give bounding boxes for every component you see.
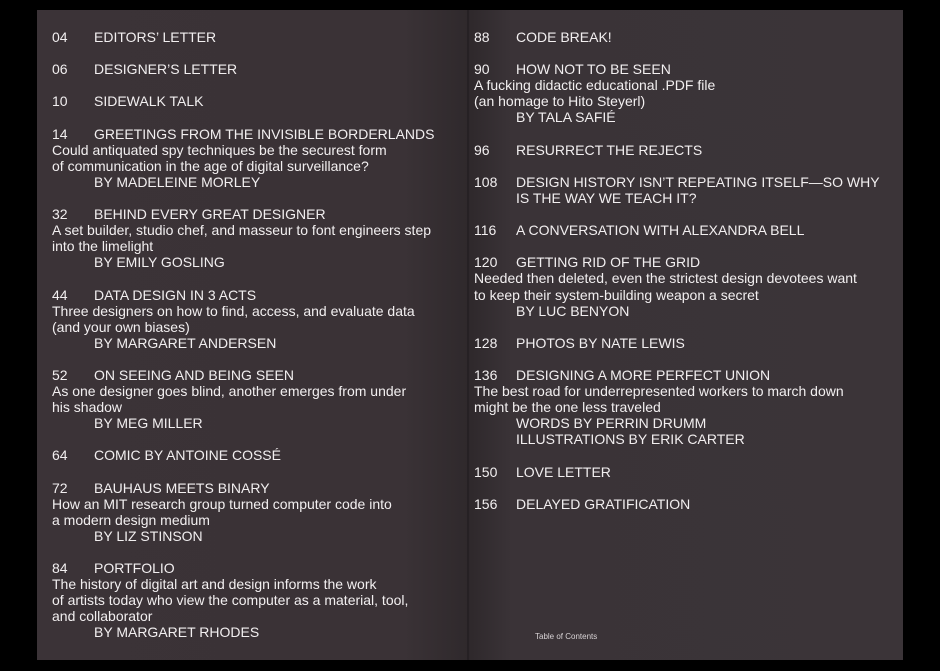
page-number: 136 [474,366,498,383]
toc-entry [474,335,894,351]
article-description: of artists today who view the computer as a material, tool, [52,592,409,609]
article-title: LOVE LETTER [516,463,611,480]
article-description: of communication in the age of digital surveillance? [52,157,369,174]
toc-entry [474,496,894,512]
page-number: 120 [474,254,498,271]
article-description: (and your own biases) [52,318,190,335]
toc-entry-heading [52,29,457,45]
article-description: a modern design medium [52,511,210,528]
article-description: Three designers on how to find, access, and evaluate data [52,302,415,319]
article-description: Needed then deleted, even the strictest design devotees want [474,270,857,287]
toc-entry-heading [474,254,894,270]
toc-entry-heading [474,174,894,206]
article-title: BEHIND EVERY GREAT DESIGNER [94,206,326,223]
right-page [468,10,903,660]
article-description: and collaborator [52,608,153,625]
page-number: 72 [52,479,68,496]
page-number: 96 [474,141,490,158]
toc-entry [52,61,457,77]
article-byline: BY EMILY GOSLING [94,254,225,271]
toc-entry [474,142,894,158]
article-description: might be the one less traveled [474,399,661,416]
article-description: into the limelight [52,238,154,255]
article-byline: ILLUSTRATIONS BY ERIK CARTER [516,431,745,448]
page-number: 06 [52,61,68,78]
page-number: 88 [474,29,490,45]
toc-entry-heading [52,206,457,222]
article-title: CODE BREAK! [516,29,612,45]
page-number: 116 [474,222,497,239]
article-byline: BY MADELEINE MORLEY [94,173,261,190]
toc-entry [52,480,457,544]
toc-entry-heading [474,335,894,351]
article-title: ON SEEING AND BEING SEEN [94,366,294,383]
page-number: 90 [474,61,490,78]
magazine-spread [37,10,903,660]
toc-entry-heading [474,29,894,45]
toc-entry-heading [52,447,457,463]
article-byline: BY MARGARET ANDERSEN [94,334,277,351]
article-description: (an homage to Hito Steyerl) [474,93,646,110]
page-number: 10 [52,93,68,110]
article-title: PORTFOLIO [94,560,175,577]
article-byline: BY LUC BENYON [516,302,630,319]
article-title: EDITORS’ LETTER [94,29,217,45]
page-number: 52 [52,366,68,383]
toc-entry [474,367,894,447]
article-title: DELAYED GRATIFICATION [516,495,691,512]
article-title: HOW NOT TO BE SEEN [516,61,671,78]
toc-entry-heading [52,93,457,109]
page-number: 150 [474,463,498,480]
article-title: PHOTOS BY NATE LEWIS [516,334,685,351]
article-title: DESIGNING A MORE PERFECT UNION [516,366,771,383]
toc-entry [474,61,894,125]
article-title: RESURRECT THE REJECTS [516,141,703,158]
article-description: A set builder, studio chef, and masseur to font engineers step [52,222,432,239]
toc-entry [52,29,457,45]
article-byline: BY MARGARET RHODES [94,624,260,641]
toc-entry-heading [474,464,894,480]
article-byline: BY LIZ STINSON [94,527,203,544]
toc-entry [52,287,457,351]
page-number: 04 [52,29,68,45]
toc-list-right [474,29,894,528]
article-description: to keep their system-building weapon a secret [474,286,759,303]
article-byline: WORDS BY PERRIN DRUMM [516,415,707,432]
toc-entry [52,367,457,431]
toc-entry-heading [52,560,457,576]
article-description: Could antiquated spy techniques be the securest form [52,141,387,158]
toc-entry-heading [474,367,894,383]
toc-entry [52,447,457,463]
toc-entry [52,206,457,270]
toc-entry [52,126,457,190]
article-description: his shadow [52,399,123,416]
toc-entry [474,29,894,45]
page-number: 128 [474,334,498,351]
toc-entry-heading [474,61,894,77]
toc-entry-heading [474,496,894,512]
toc-entry [52,560,457,640]
toc-entry-heading [52,126,457,142]
toc-entry [52,93,457,109]
article-title: SIDEWALK TALK [94,93,204,110]
toc-entry-heading [52,480,457,496]
article-title: DESIGNER’S LETTER [94,61,238,78]
page-number: 44 [52,286,68,303]
page-number: 108 [474,173,498,190]
spine-gutter [467,10,469,660]
article-title: A CONVERSATION WITH ALEXANDRA BELL [516,222,805,239]
article-byline: BY TALA SAFIÉ [516,109,616,126]
article-title: COMIC BY ANTOINE COSSÉ [94,447,281,464]
toc-list-left [52,29,457,657]
page-number: 84 [52,560,68,577]
page-number: 64 [52,447,68,464]
article-description: How an MIT research group turned computer code into [52,495,392,512]
page-number: 14 [52,125,68,142]
toc-entry-heading [52,287,457,303]
left-page [37,10,468,660]
article-byline: BY MEG MILLER [94,415,203,432]
article-title: GREETINGS FROM THE INVISIBLE BORDERLANDS [94,125,435,142]
toc-entry-heading [474,142,894,158]
page-number: 156 [474,495,498,512]
toc-entry [474,222,894,238]
article-title: GETTING RID OF THE GRID [516,254,701,271]
toc-entry-heading [52,367,457,383]
folio-label: Table of Contents [535,632,598,641]
toc-entry [474,174,894,206]
article-description: A fucking didactic educational .PDF file [474,77,716,94]
article-description: The best road for underrepresented workers to march down [474,383,844,400]
article-title: DATA DESIGN IN 3 ACTS [94,286,257,303]
article-description: The history of digital art and design informs the work [52,576,377,593]
toc-entry [474,254,894,318]
toc-entry-heading [52,61,457,77]
page-number: 32 [52,206,68,223]
toc-entry [474,464,894,480]
article-title: DESIGN HISTORY ISN’T REPEATING ITSELF—SO WHY IS THE WAY WE TEACH IT? [516,173,880,206]
toc-entry-heading [474,222,894,238]
article-title: BAUHAUS MEETS BINARY [94,479,270,496]
article-description: As one designer goes blind, another emerges from under [52,383,407,400]
